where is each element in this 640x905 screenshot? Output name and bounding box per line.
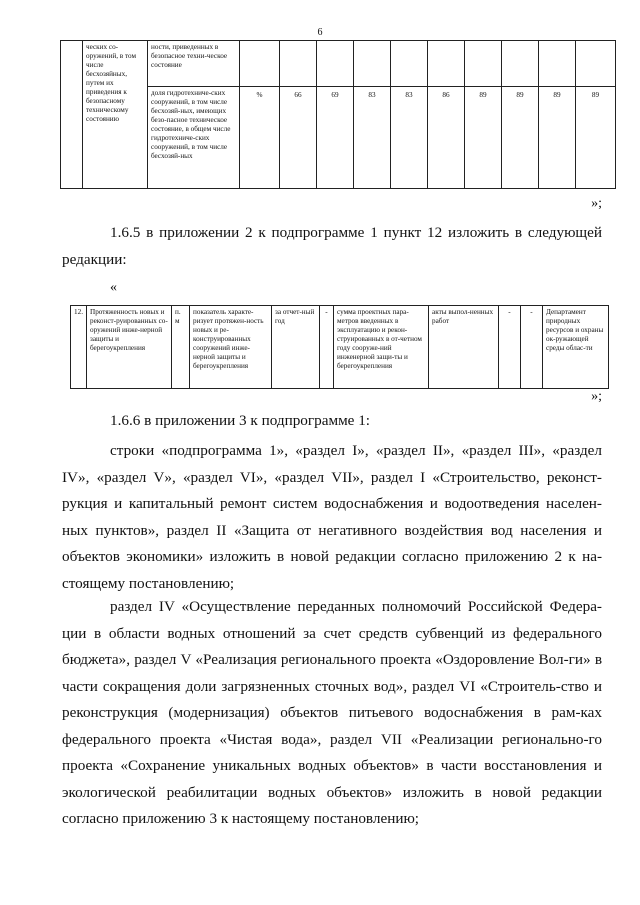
table-cell-value: 86: [428, 87, 465, 189]
table-cell-dash: -: [521, 306, 543, 389]
paragraph-rows: строки «подпрограмма 1», «раздел I», «раздел II», «раздел III», «раздел IV», «раздел V», «раздел VI», «раздел VII», раздел I «Строительство, реконст-рукция и капитальный ремонт систем водоснабжения и водоотведения населен-ных пунктов», раздел II «Защита от негативного воздействия вод населения и объектов экономики» изложить в новой редакции согласно приложению 2 к на-стоящему постановлению;: [62, 442, 602, 592]
opening-quote: «: [110, 280, 117, 295]
table-cell-value: 69: [317, 87, 354, 189]
table-cell-indicator: доля гидротехниче-ских сооружений, в том числе бесхозяй-ных, имеющих безо-пасное техническое состояние, в общем числе гидротехниче-ских сооружений, в том числе бесхозяй-ных: [148, 87, 240, 189]
table-cell-dash: -: [499, 306, 521, 389]
table-cell-value: 89: [465, 87, 502, 189]
table-cell-name: Протяженность новых и реконст-руированных со-оружений инже-нерной защиты и берегоукрепления: [87, 306, 172, 389]
table-cell: [317, 41, 354, 87]
table-cell: [539, 41, 576, 87]
table-cell-number: [61, 41, 83, 189]
paragraph-1-6-5: 1.6.5 в приложении 2 к подпрограмме 1 пункт 12 изложить в следующей редакции:: [62, 224, 602, 268]
closing-quote: »;: [591, 196, 602, 211]
indicator-table-continued: [60, 40, 616, 189]
table-cell-number: 12.: [71, 306, 87, 389]
page-number: 6: [317, 27, 323, 38]
table-cell: [354, 41, 391, 87]
table-cell-dash: -: [320, 306, 334, 389]
table-cell-value: 83: [391, 87, 428, 189]
table-cell-task: ческих со-оружений, в том числе бесхозяйных, путем их приведения к безопасному техническому состоянию: [83, 41, 148, 189]
table-cell-value: 89: [576, 87, 616, 189]
closing-quote: »;: [591, 389, 602, 404]
table-cell: [502, 41, 539, 87]
table-cell-responsible: Департамент природных ресурсов и охраны ок-ружающей среды облас-ти: [543, 306, 609, 389]
indicator-table-item-12: [70, 305, 609, 389]
table-cell: [576, 41, 616, 87]
table-cell-indicator: ности, приведенных в безопасное техни-ческое состояние: [148, 41, 240, 87]
table-cell-value: 89: [539, 87, 576, 189]
table-cell: [391, 41, 428, 87]
table-cell: [240, 41, 280, 87]
table-cell-method: сумма проектных пара-метров введенных в эксплуатацию и рекон-струированных в от-четном году сооруже-ний инженерной защи-ты и берегоукрепления: [334, 306, 429, 389]
table-cell-value: 66: [280, 87, 317, 189]
paragraph-sections: раздел IV «Осуществление переданных полномочий Российской Федера-ции в области водных отношений за счет средств субвенций из федерального бюджета», раздел V «Реализация регионального проекта «Оздоровление Вол-ги» в части сокращения доли загрязненных сточных вод», раздел VI «Строитель-ство и реконструкция (модернизация) объектов питьевого водоснабжения в рам-ках федерального проекта «Чистая вода», раздел VII «Реализации регионально-го проекта «Сохранение уникальных водных объектов» в части восстановления и экологической реабилитации водных объектов» изложить в новой редакции согласно приложению 3 к настоящему постановлению;: [62, 598, 602, 827]
table-cell-description: показатель характе-ризует протяжен-ность новых и ре-конструированных сооружений инже-нерной защиты и берегоукрепления: [190, 306, 272, 389]
table-cell-value: 89: [502, 87, 539, 189]
table-cell-unit: п. м: [172, 306, 190, 389]
table-cell: [428, 41, 465, 87]
table-cell-unit: %: [240, 87, 280, 189]
table-cell: [465, 41, 502, 87]
table-cell-value: 83: [354, 87, 391, 189]
table-cell-source: акты выпол-ненных работ: [429, 306, 499, 389]
table-cell-period: за отчет-ный год: [272, 306, 320, 389]
paragraph-1-6-6: 1.6.6 в приложении 3 к подпрограмме 1:: [110, 412, 371, 429]
table-cell: [280, 41, 317, 87]
